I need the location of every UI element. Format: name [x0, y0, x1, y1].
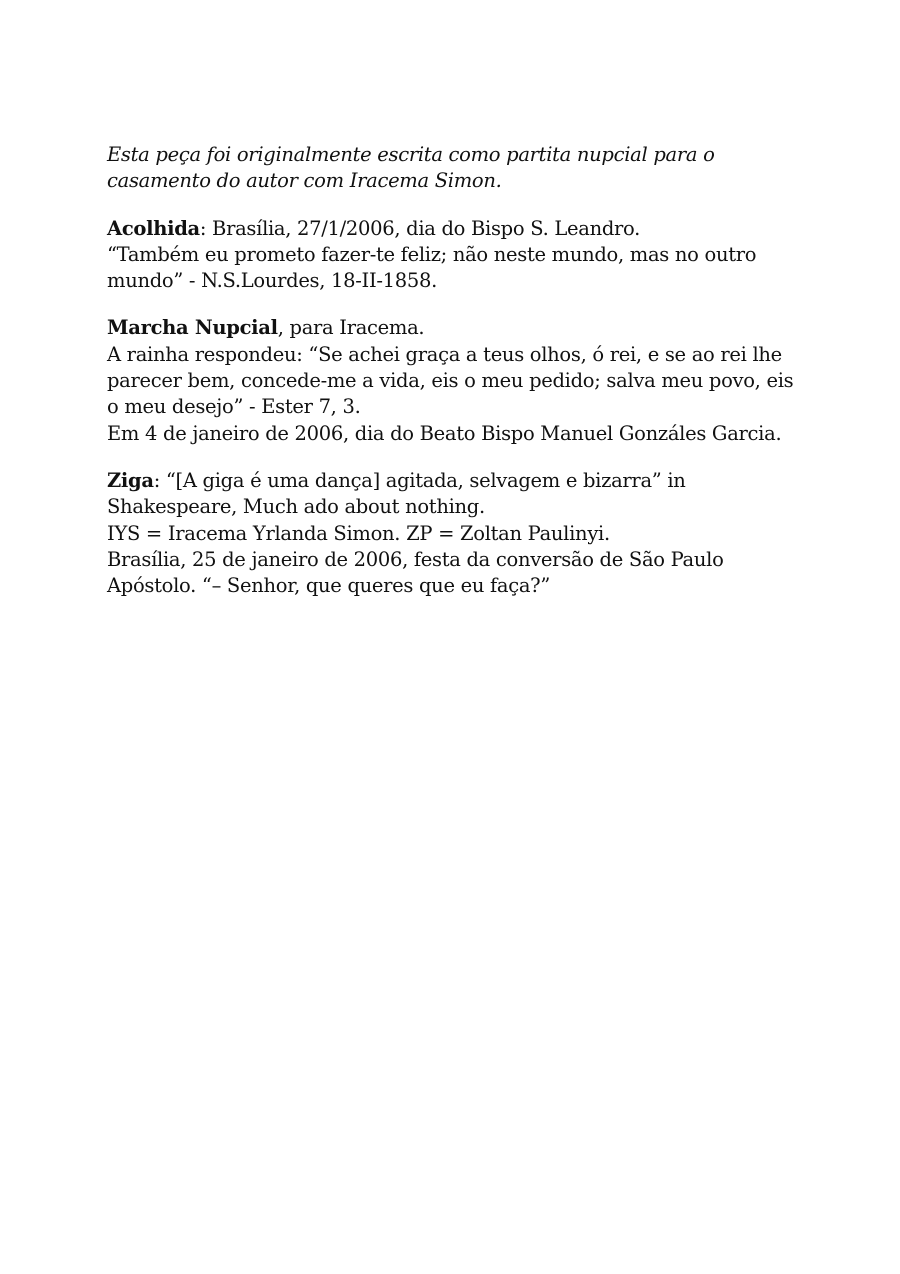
acolhida-line-text: : Brasília, 27/1/2006, dia do Bispo S. Leandro. — [199, 216, 641, 240]
marcha-line: A rainha respondeu: “Se achei graça a teus olhos, ó rei, e se ao rei lhe — [107, 342, 782, 366]
ziga-line: Brasília, 25 de janeiro de 2006, festa da conversão de São Paulo — [107, 547, 724, 571]
marcha-line: parecer bem, concede-me a vida, eis o meu pedido; salva meu povo, eis — [107, 369, 794, 393]
ziga-line: IYS = Iracema Yrlanda Simon. ZP = Zoltan Paulinyi. — [107, 521, 610, 545]
acolhida-paragraph — [107, 216, 827, 295]
acolhida-line: “Também eu prometo fazer-te feliz; não neste mundo, mas no outro — [107, 242, 757, 266]
ziga-line: Apóstolo. “– Senhor, que queres que eu faça?” — [107, 574, 550, 598]
marcha-paragraph — [107, 315, 827, 446]
intro-line: casamento do autor com Iracema Simon. — [107, 169, 502, 193]
marcha-heading: Marcha Nupcial — [107, 316, 278, 340]
ziga-line: Shakespeare, Much ado about nothing. — [107, 495, 485, 519]
ziga-line-text: : “[A giga é uma dança] agitada, selvagem e bizarra” in — [153, 468, 686, 492]
marcha-line — [107, 315, 827, 341]
ziga-line — [107, 468, 827, 494]
intro-line: Esta peça foi originalmente escrita como partita nupcial para o — [107, 143, 715, 166]
marcha-line: o meu desejo” - Ester 7, 3. — [107, 395, 361, 419]
marcha-line: Em 4 de janeiro de 2006, dia do Beato Bispo Manuel Gonzáles Garcia. — [107, 421, 782, 445]
ziga-heading: Ziga — [107, 468, 154, 492]
intro-paragraph — [107, 142, 827, 195]
ziga-paragraph — [107, 468, 827, 599]
acolhida-line: mundo” - N.S.Lourdes, 18-II-1858. — [107, 269, 437, 293]
document-page — [107, 142, 827, 620]
acolhida-heading: Acolhida — [107, 216, 200, 240]
marcha-line-text: , para Iracema. — [277, 316, 425, 340]
acolhida-line — [107, 216, 827, 242]
